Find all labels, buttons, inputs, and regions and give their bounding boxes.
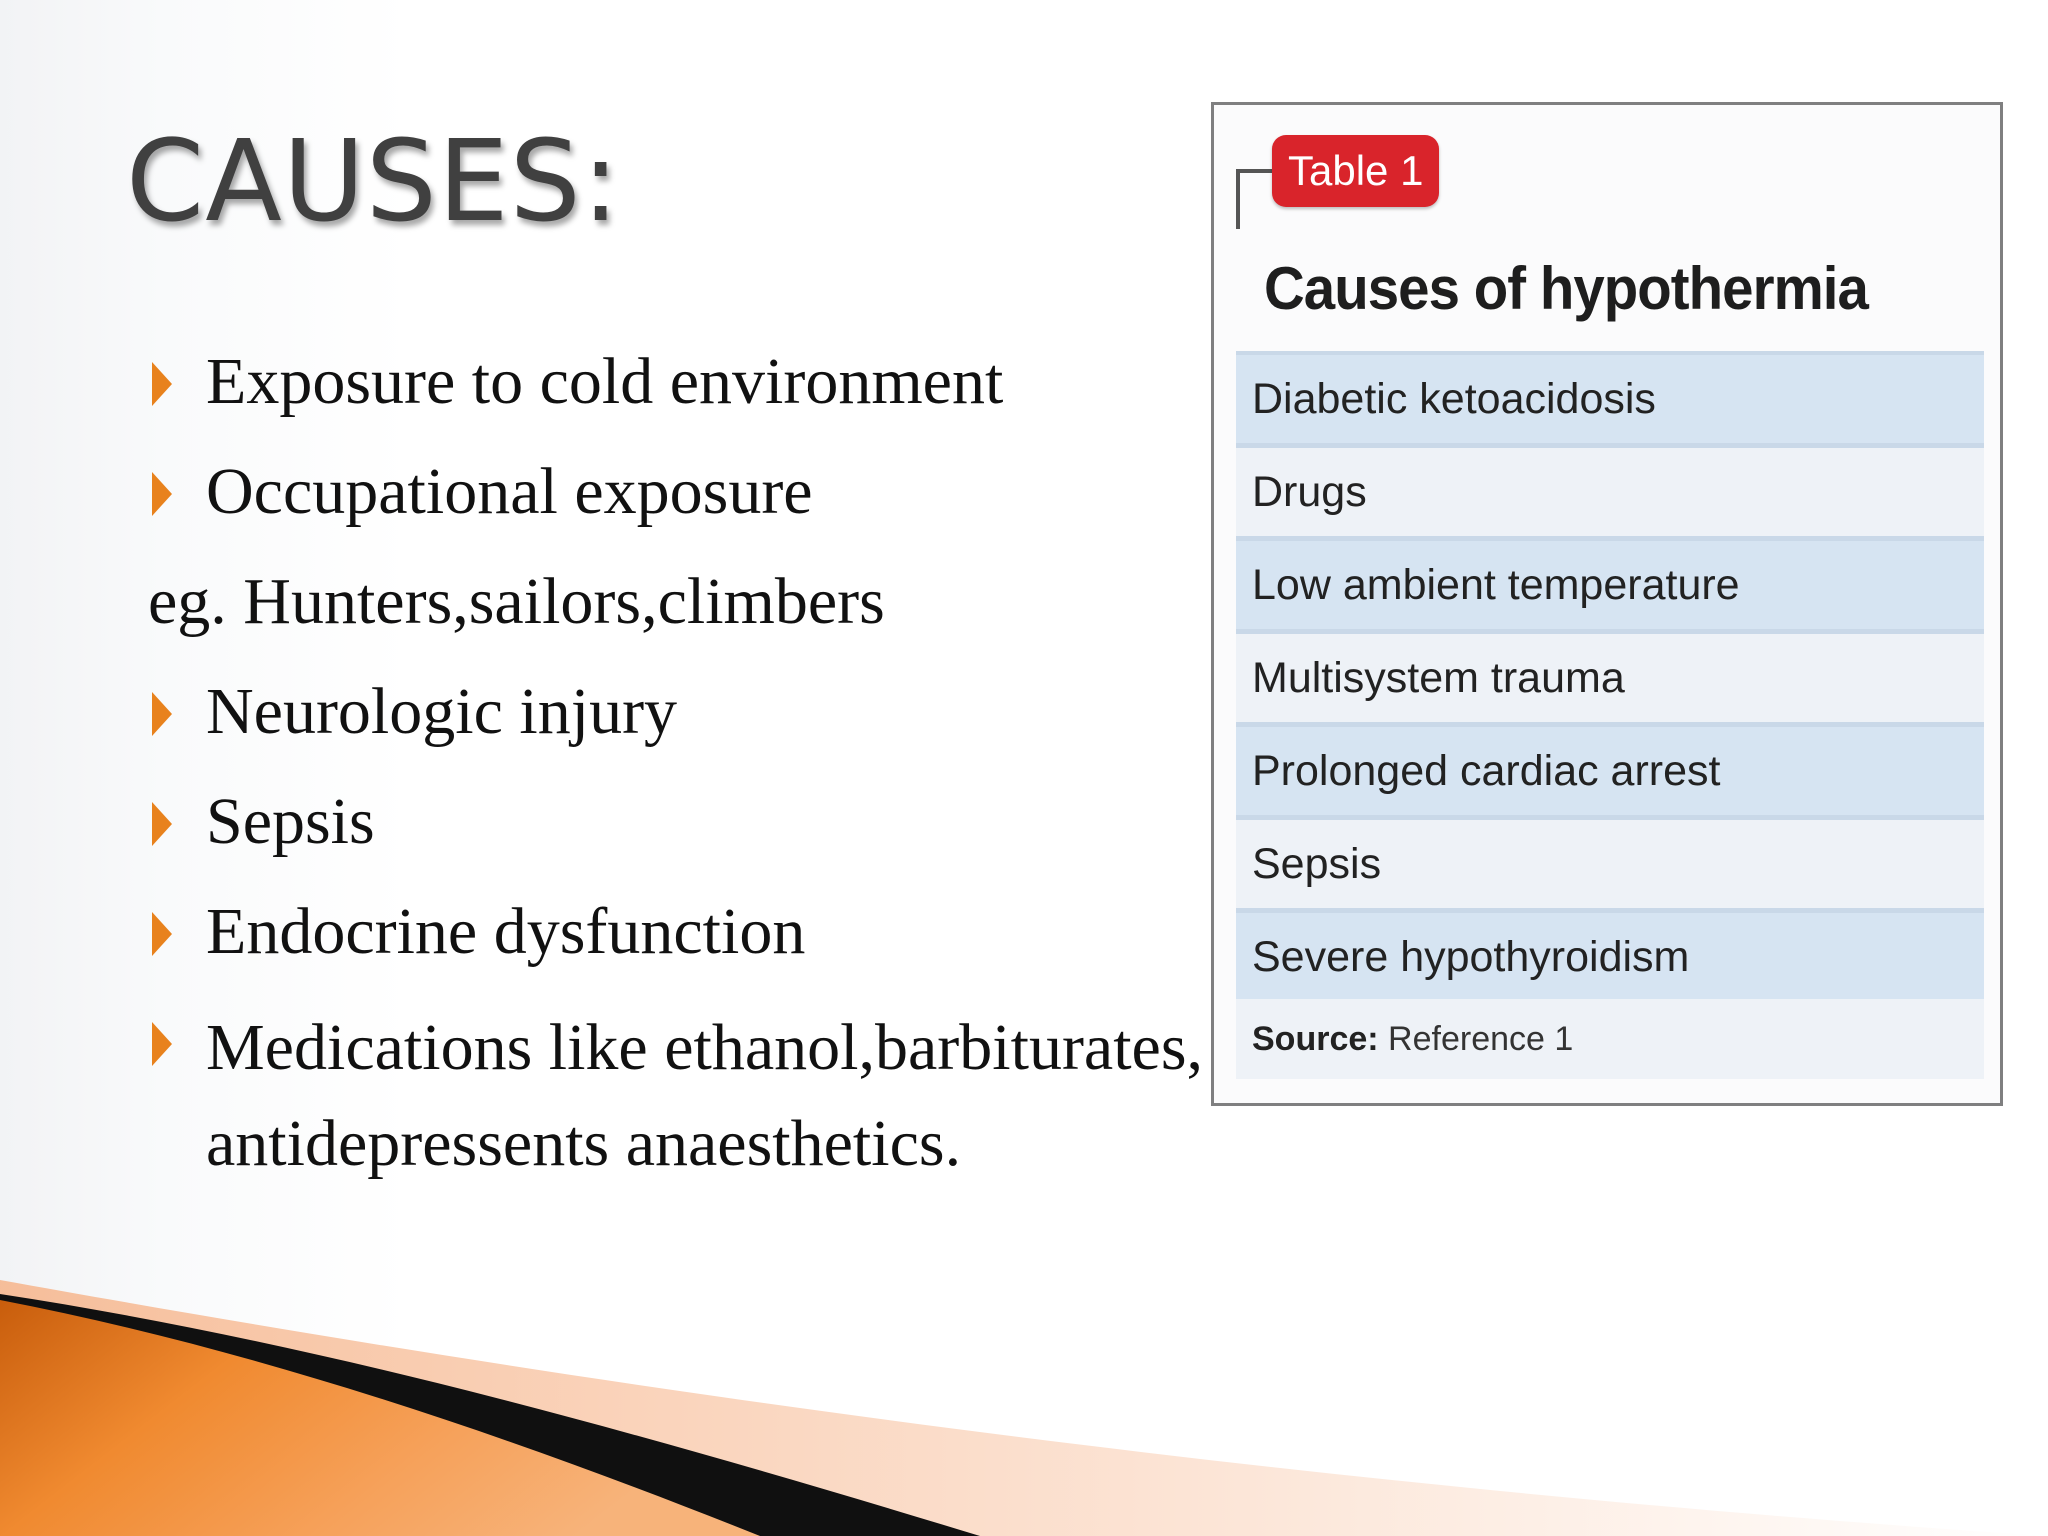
table-image-panel — [1211, 102, 2003, 1106]
table-title: Causes of hypothermia — [1264, 255, 1868, 322]
table-row: Prolonged cardiac arrest — [1236, 727, 1984, 820]
table-row: Severe hypothyroidism — [1236, 913, 1984, 1006]
table-row: Low ambient temperature — [1236, 541, 1984, 634]
example-line — [148, 560, 1230, 670]
table-row: Drugs — [1236, 448, 1984, 541]
bullet-arrow-icon — [152, 472, 172, 516]
bullet-text: Neurologic injury — [206, 675, 678, 748]
bullet-item — [150, 780, 1230, 890]
bullet-arrow-icon — [152, 912, 172, 956]
table-badge: Table 1 — [1272, 135, 1439, 207]
bullet-item — [150, 340, 1230, 450]
table-row: Sepsis — [1236, 820, 1984, 913]
bullet-arrow-icon — [152, 1022, 172, 1066]
table-rows — [1236, 351, 1984, 1006]
bullet-text: Occupational exposure — [206, 455, 813, 528]
table-row: Diabetic ketoacidosis — [1236, 351, 1984, 448]
source-value: Reference 1 — [1388, 1020, 1574, 1058]
bullet-text: Endocrine dysfunction — [206, 895, 806, 968]
table-source — [1236, 999, 1984, 1079]
source-label: Source: — [1252, 1020, 1379, 1058]
example-text: eg. Hunters,sailors,climbers — [148, 565, 885, 638]
bullet-arrow-icon — [152, 802, 172, 846]
bullet-arrow-icon — [152, 692, 172, 736]
bullet-item — [150, 1000, 1266, 1192]
table-row: Multisystem trauma — [1236, 634, 1984, 727]
bullet-item — [150, 670, 1230, 780]
bullet-item — [150, 890, 1230, 1000]
bullet-arrow-icon — [152, 362, 172, 406]
slide-title: CAUSES: — [126, 117, 621, 247]
bullet-text: Exposure to cold environment — [206, 345, 1004, 418]
bullet-list — [150, 340, 1230, 1192]
bullet-item — [150, 450, 1230, 560]
bullet-text: Medications like ethanol,barbiturates, antidepressents anaesthetics. — [206, 1011, 1204, 1180]
bottom-swoosh-decoration — [0, 1280, 2048, 1536]
bullet-text: Sepsis — [206, 785, 375, 858]
